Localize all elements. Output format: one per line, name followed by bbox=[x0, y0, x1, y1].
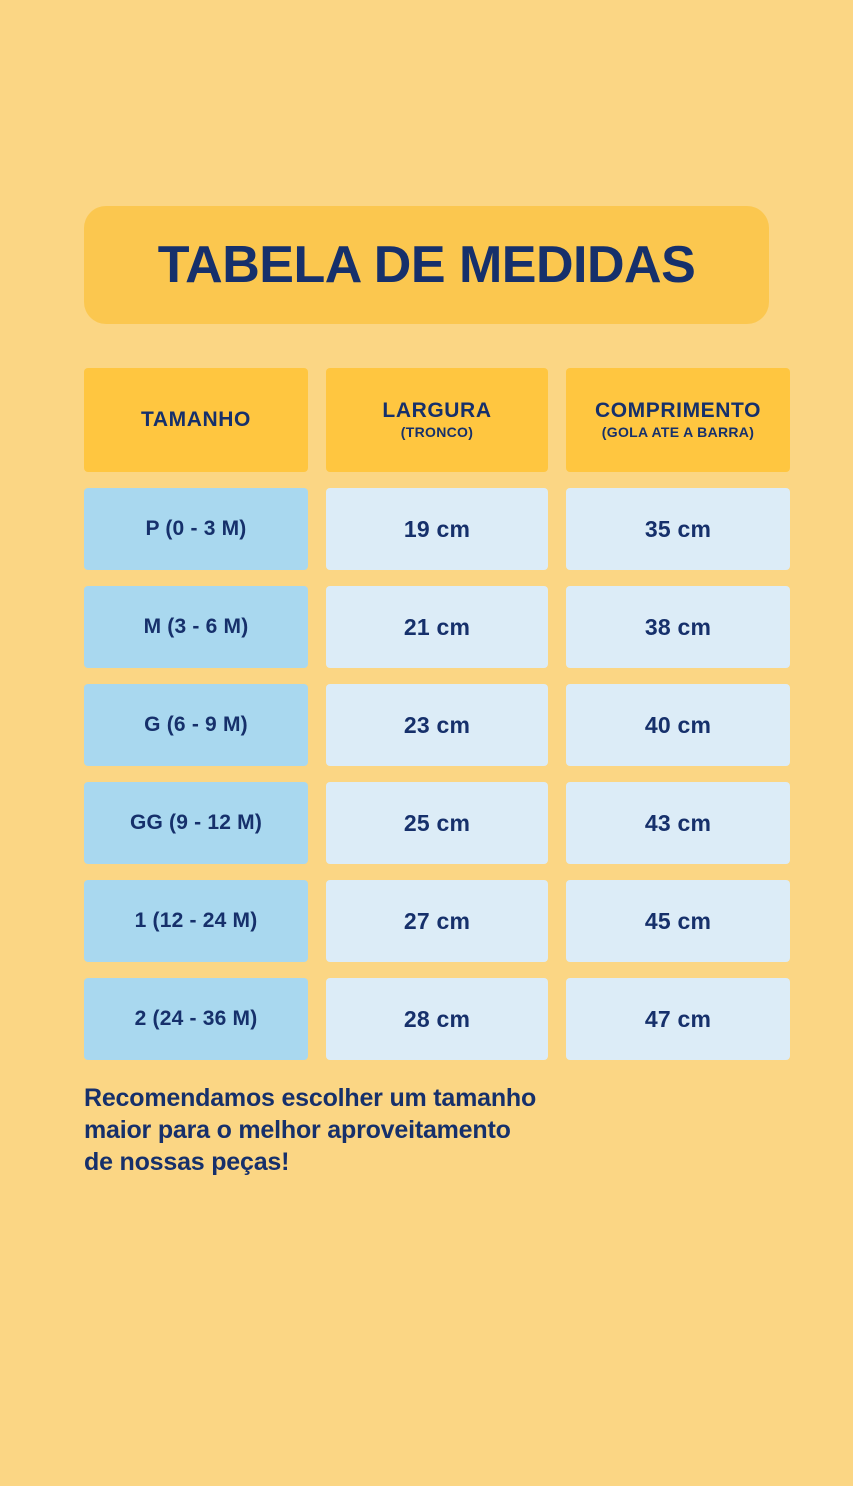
cell-comprimento: 35 cm bbox=[566, 488, 790, 570]
column-header-largura-label: LARGURA bbox=[382, 399, 492, 423]
cell-largura: 23 cm bbox=[326, 684, 548, 766]
table-row bbox=[84, 978, 769, 1060]
cell-largura: 25 cm bbox=[326, 782, 548, 864]
cell-largura: 28 cm bbox=[326, 978, 548, 1060]
column-header-tamanho-label: TAMANHO bbox=[141, 407, 251, 431]
column-header-comprimento-sublabel: (GOLA ATE A BARRA) bbox=[601, 424, 755, 441]
table-row bbox=[84, 684, 769, 766]
size-chart-page bbox=[0, 206, 853, 1486]
cell-size: M (3 - 6 M) bbox=[84, 586, 308, 668]
table-row bbox=[84, 782, 769, 864]
table-row bbox=[84, 586, 769, 668]
column-header-largura bbox=[326, 368, 548, 472]
title-banner bbox=[84, 206, 769, 324]
cell-comprimento: 45 cm bbox=[566, 880, 790, 962]
cell-largura: 19 cm bbox=[326, 488, 548, 570]
cell-largura: 27 cm bbox=[326, 880, 548, 962]
column-header-comprimento-label: COMPRIMENTO bbox=[594, 399, 762, 423]
cell-size: GG (9 - 12 M) bbox=[84, 782, 308, 864]
note-line-2: maior para o melhor aproveitamento bbox=[84, 1116, 511, 1144]
cell-comprimento: 40 cm bbox=[566, 684, 790, 766]
measurements-table bbox=[84, 368, 769, 1060]
cell-comprimento: 47 cm bbox=[566, 978, 790, 1060]
table-row bbox=[84, 880, 769, 962]
cell-size: 1 (12 - 24 M) bbox=[84, 880, 308, 962]
cell-size: P (0 - 3 M) bbox=[84, 488, 308, 570]
recommendation-note bbox=[84, 1082, 769, 1178]
cell-size: 2 (24 - 36 M) bbox=[84, 978, 308, 1060]
table-row bbox=[84, 488, 769, 570]
cell-size: G (6 - 9 M) bbox=[84, 684, 308, 766]
table-header-row bbox=[84, 368, 769, 472]
cell-comprimento: 43 cm bbox=[566, 782, 790, 864]
note-line-1: Recomendamos escolher um tamanho bbox=[84, 1084, 537, 1112]
cell-largura: 21 cm bbox=[326, 586, 548, 668]
cell-comprimento: 38 cm bbox=[566, 586, 790, 668]
column-header-comprimento bbox=[566, 368, 790, 472]
column-header-tamanho bbox=[84, 368, 308, 472]
column-header-largura-sublabel: (TRONCO) bbox=[400, 424, 474, 441]
page-title: TABELA DE MEDIDAS bbox=[157, 236, 696, 294]
note-line-3: de nossas peças! bbox=[84, 1148, 290, 1176]
